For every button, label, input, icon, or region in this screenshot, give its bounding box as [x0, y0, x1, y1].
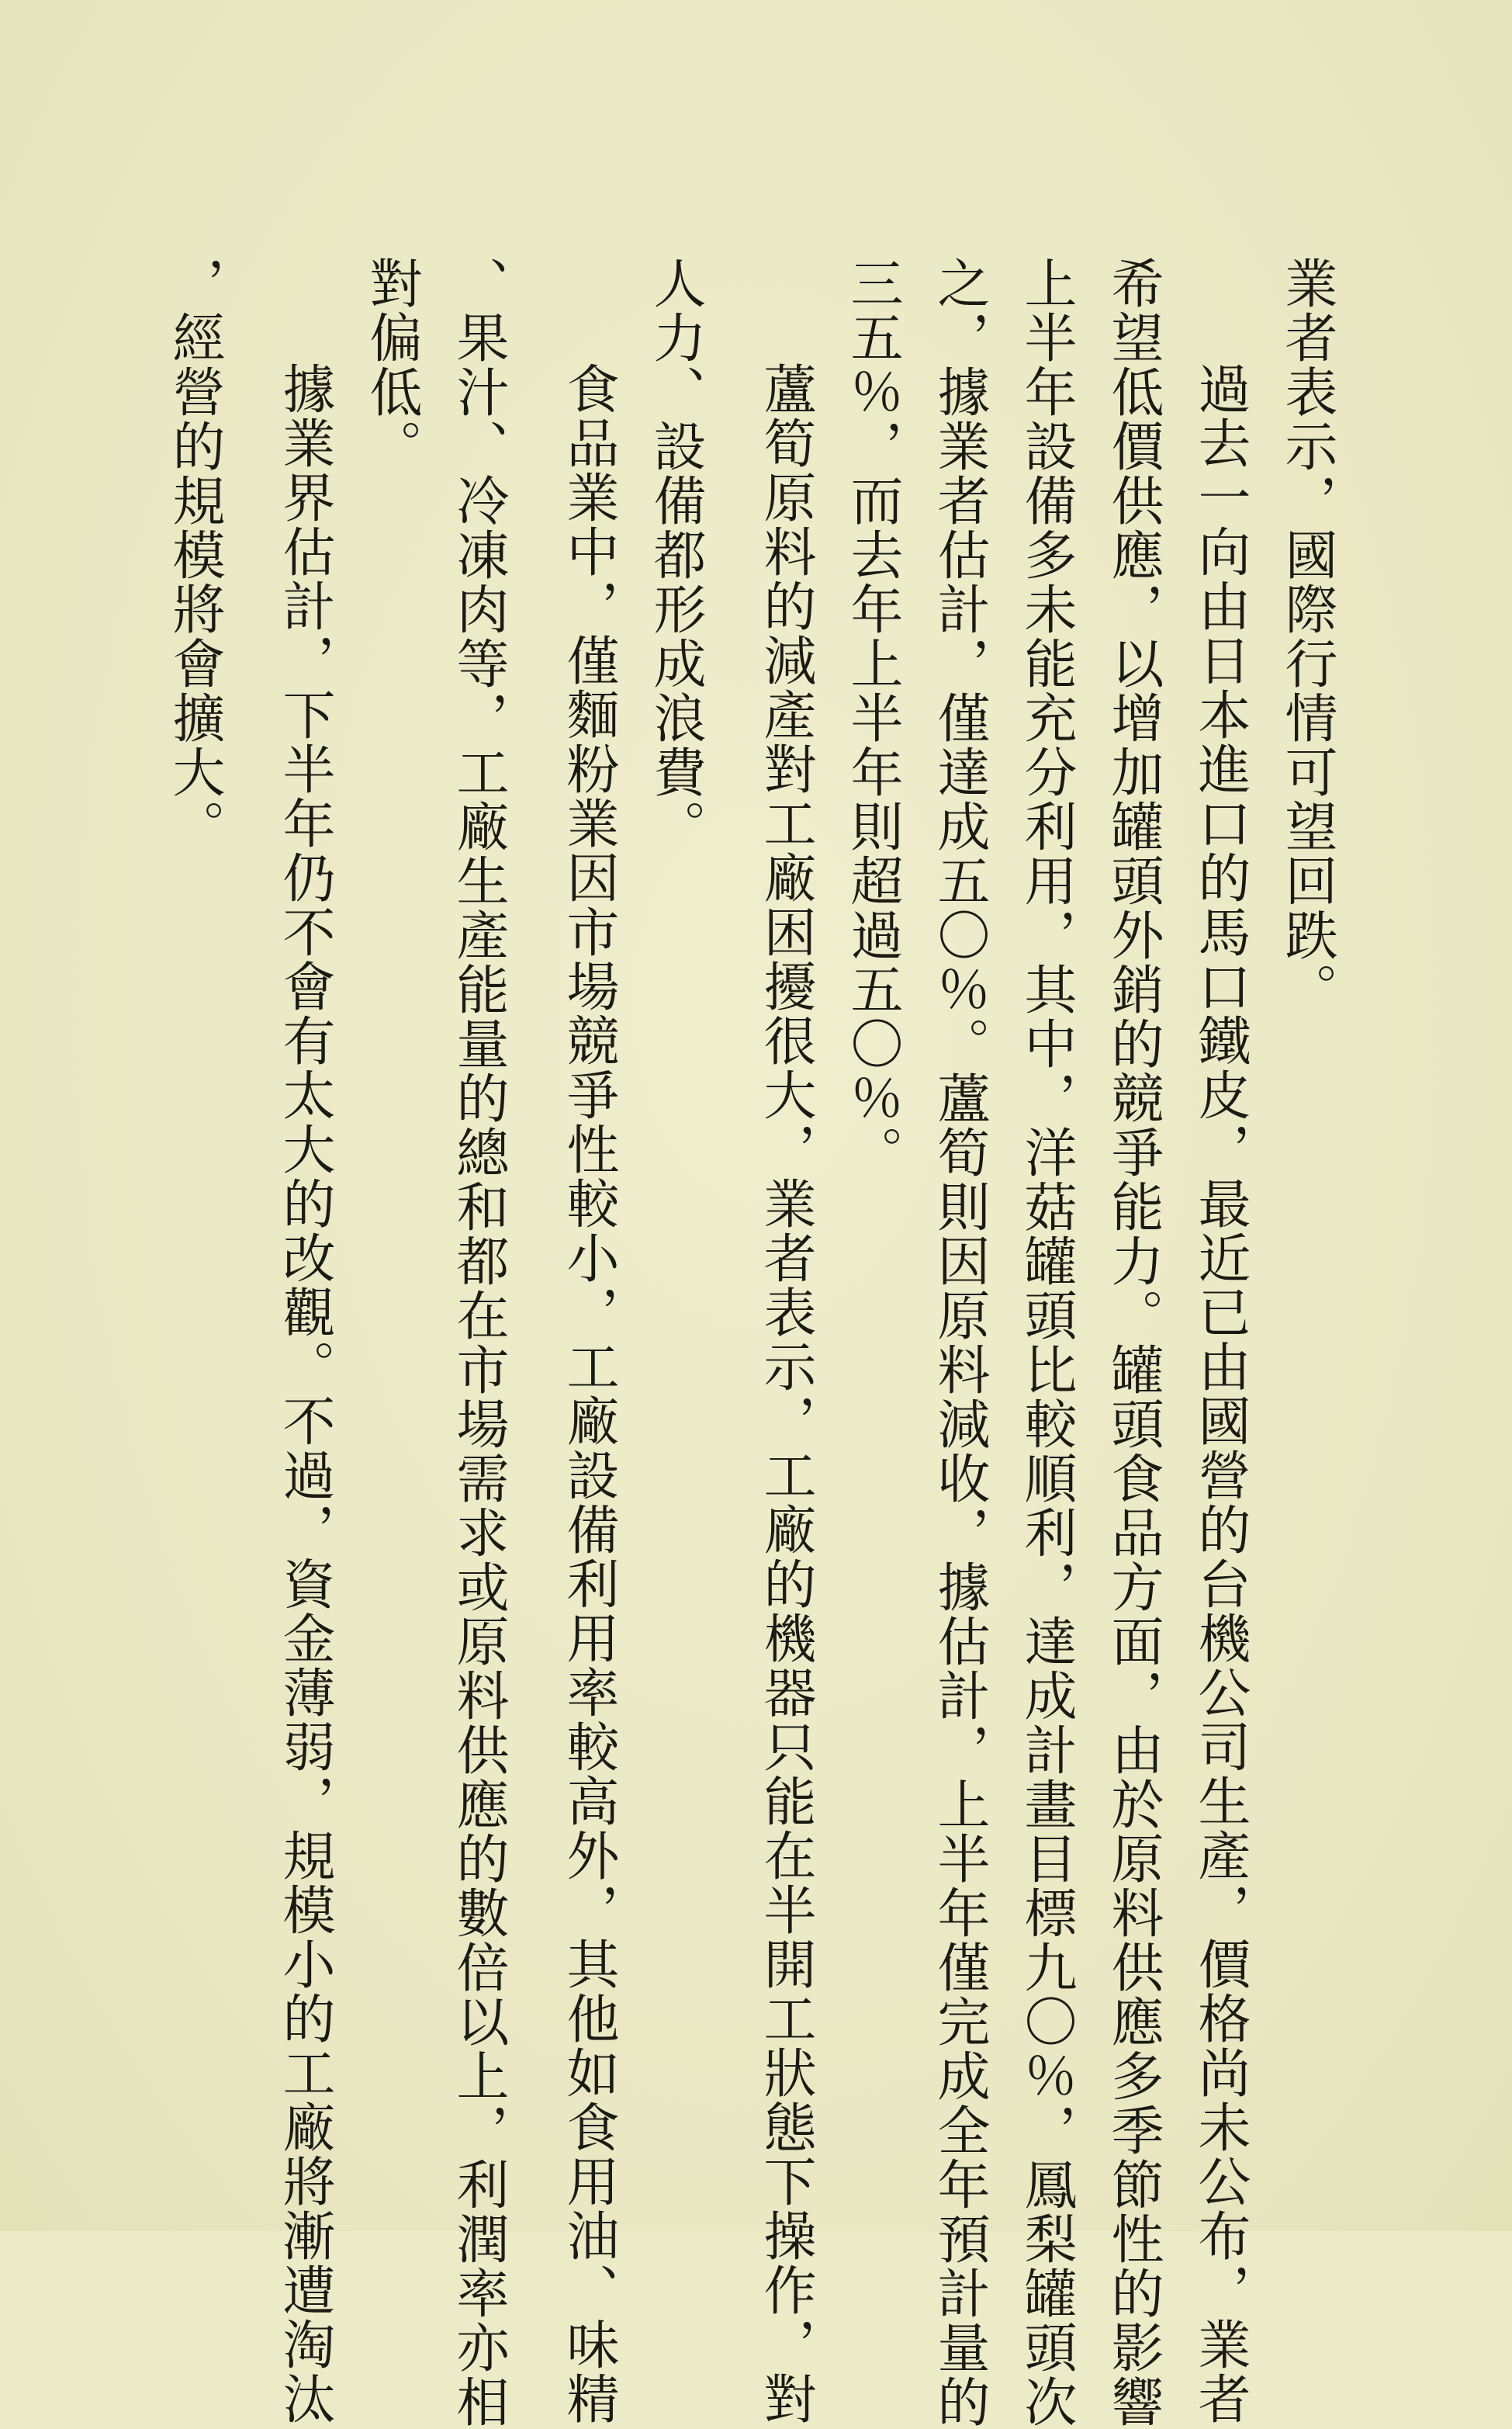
- text-line: 三五％，而去年上半年則超過五〇％。: [842, 256, 903, 1180]
- text-line: 、果汁、冷凍肉等，工廠生產能量的總和都在市場需求或原料供應的數倍以上，利潤率亦相: [448, 256, 509, 2429]
- text-line: ，經營的規模將會擴大。: [164, 256, 225, 854]
- vertical-text-body: [164, 256, 1350, 2429]
- text-line: 上半年設備多未能充分利用，其中，洋菇罐頭比較順利，達成計畫目標九〇％，鳳梨罐頭次: [1015, 256, 1077, 2429]
- text-line: 之，據業者估計，僅達成五〇％。蘆筍則因原料減收，據估計，上半年僅完成全年預計量的: [929, 256, 990, 2429]
- text-line: 對偏低。: [361, 256, 422, 473]
- text-line: 過去一向由日本進口的馬口鐵皮，最近已由國營的台機公司生產，價格尚未公布，業者: [1189, 362, 1251, 2426]
- text-line: 希望低價供應，以增加罐頭外銷的競爭能力。罐頭食品方面，由於原料供應多季節性的影響: [1102, 256, 1164, 2429]
- text-line: 據業界估計，下半年仍不會有太大的改觀。不過，資金薄弱，規模小的工廠將漸遭淘汰: [274, 362, 335, 2426]
- text-line: 業者表示，國際行情可望回跌。: [1276, 256, 1337, 1017]
- text-line: 蘆筍原料的減產對工廠困擾很大，業者表示，工廠的機器只能在半開工狀態下操作，對: [755, 362, 816, 2426]
- text-line: 人力、設備都形成浪費。: [645, 256, 706, 854]
- text-line: 食品業中，僅麵粉業因市場競爭性較小，工廠設備利用率較高外，其他如食用油、味精: [558, 362, 619, 2426]
